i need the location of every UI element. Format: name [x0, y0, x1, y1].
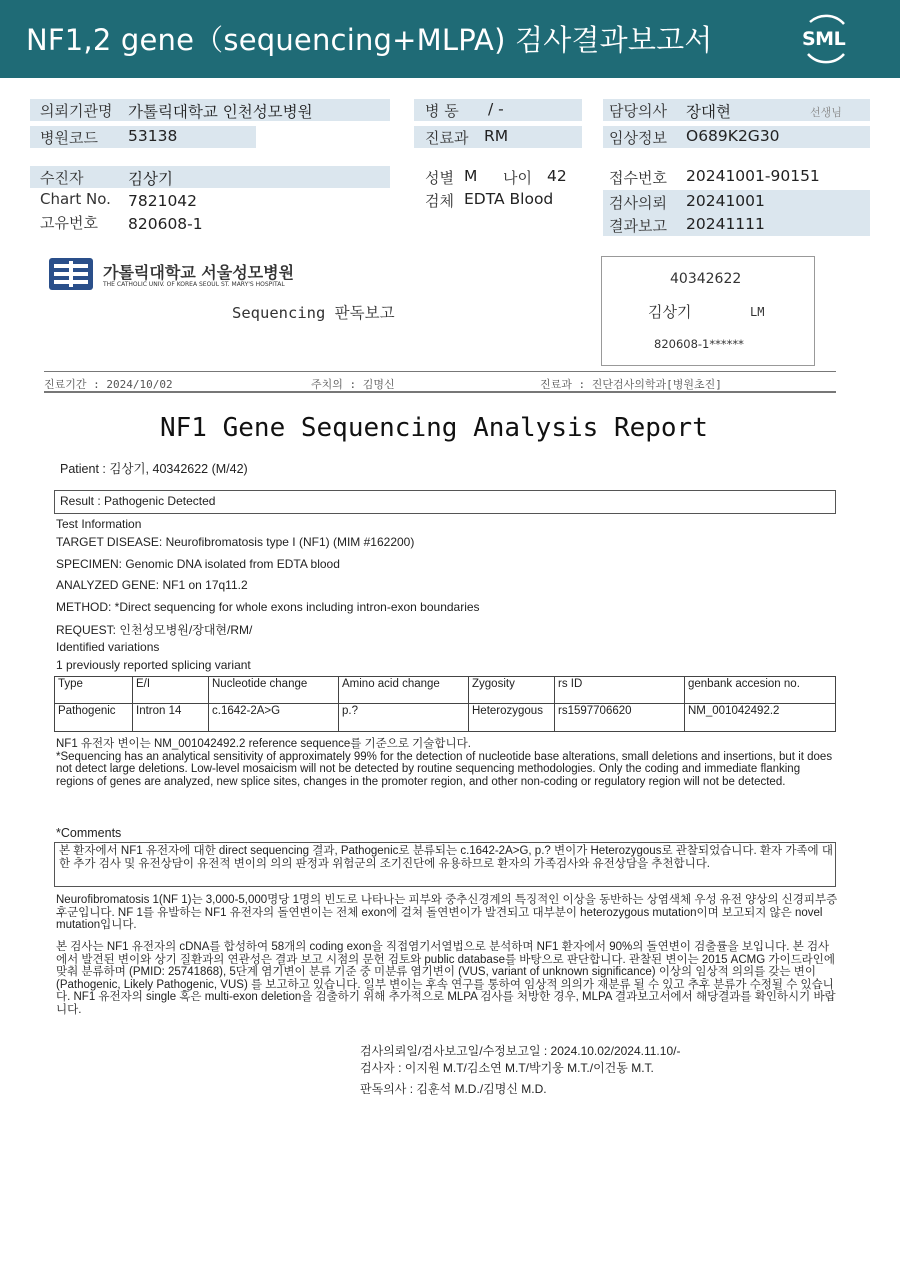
clinical-value: O689K2G30 — [686, 127, 780, 145]
cell-zygosity: Heterozygous — [469, 704, 555, 732]
col-ei: E/I — [133, 677, 209, 704]
test-info-heading: Test Information — [56, 517, 142, 531]
col-rs-id: rs ID — [555, 677, 685, 704]
hospital-name: 가톨릭대학교 서울성모병원 — [103, 263, 295, 282]
divider — [44, 391, 836, 393]
signature-testers: 검사자 : 이지원 M.T/김소연 M.T/박기웅 M.T./이건동 M.T. — [360, 1061, 654, 1075]
signature-dates: 검사의뢰일/검사보고일/수정보고일 : 2024.10.02/2024.11.10/- — [360, 1044, 681, 1058]
dept-value: RM — [484, 127, 509, 145]
patient-bar — [30, 166, 390, 188]
cell-genbank: NM_001042492.2 — [685, 704, 836, 732]
dept-label: 진료과 — [425, 129, 469, 147]
institution-value: 가톨릭대학교 인천성모병원 — [128, 103, 313, 121]
sensitivity-note: *Sequencing has an analytical sensitivity of approximately 99% for the detection of nucleotide base alterations, small deletions and insertions, but it does not detect large deletions. Low-level mosaicism will not be detected by routine sequencing methodologies. Only the coding and immediate flanking regions of genes are analyzed, new splice sites, changes in the promoter region, and other non-coding or regulatory region will not be detected. — [56, 750, 833, 788]
col-nucleotide: Nucleotide change — [209, 677, 339, 704]
age-label: 나이 — [503, 169, 532, 187]
table-row — [55, 704, 836, 732]
specimen-value: EDTA Blood — [464, 190, 554, 208]
specimen-line: SPECIMEN: Genomic DNA isolated from EDTA blood — [56, 557, 340, 571]
target-disease: TARGET DISEASE: Neurofibromatosis type I (NF1) (MIM #162200) — [56, 535, 415, 549]
method-line: METHOD: *Direct sequencing for whole exons including intron-exon boundaries — [56, 600, 480, 614]
method-description: 본 검사는 NF1 유전자의 cDNA를 합성하여 58개의 coding exon을 직접염기서열법으로 분석하며 NF1 환자에서 90%의 돌연변이 검출률을 보입니다. 본 검사에서 발견된 변이와 상기 질환과의 연관성은 결과 보고 시점의 문헌 검토와 public database를 바탕으로 판단합니다. 관찰된 변이는 2015 ACMG 가이드라인에 맞춰 분류하며 (PMID: 25741868), 5단계 염기변이 분류 기준 중 미분류 염기변이 (VUS, variant of unknown significance) 이상의 임상적 의의를 갖는 변이 (Pathogenic, Likely Pathogenic, VUS) 를 보고하고 있습니다. 일부 변이는 후속 연구를 통하여 임상적 의의가 재분류 될 수 있고 추후 분류가 수정될 수 있습니다. NF1 유전자의 single 혹은 multi-exon deletion을 검출하기 위해 추가적으로 MLPA 검사를 처방한 경우, MLPA 결과보고서에서 해당결과를 확인하시기 바랍니다. — [56, 941, 836, 1016]
identified-heading: Identified variations — [56, 640, 160, 654]
cell-amino-acid: p.? — [339, 704, 469, 732]
clinical-label: 임상정보 — [609, 129, 667, 147]
result-line: Result : Pathogenic Detected — [60, 494, 216, 508]
cell-ei: Intron 14 — [133, 704, 209, 732]
physician: 주치의 : 김명신 — [311, 378, 395, 391]
patient-value: 김상기 — [128, 170, 173, 188]
cell-rs-id: rs1597706620 — [555, 704, 685, 732]
hospital-code-label: 병원코드 — [40, 129, 98, 147]
sex-value: M — [464, 167, 478, 185]
analysis-report-title: NF1 Gene Sequencing Analysis Report — [160, 413, 708, 443]
hospital-code-value: 53138 — [128, 127, 178, 145]
ward-label: 병 동 — [425, 102, 459, 120]
analyzed-gene: ANALYZED GENE: NF1 on 17q11.2 — [56, 578, 248, 592]
sequencing-title: Sequencing 판독보고 — [232, 304, 395, 322]
hospital-sub: THE CATHOLIC UNIV. OF KOREA SEOUL ST. MARY'S HOSPITAL — [103, 281, 285, 288]
request-date-value: 20241001 — [686, 192, 765, 210]
hospital-logo — [48, 257, 94, 291]
uid-value: 820608-1 — [128, 215, 203, 233]
request-date-label: 검사의뢰 — [609, 194, 667, 212]
notes — [56, 738, 840, 788]
age-value: 42 — [547, 167, 567, 185]
col-amino-acid: Amino acid change — [339, 677, 469, 704]
department: 진료과 : 진단검사의학과[병원초진] — [540, 378, 722, 391]
comment-text: 본 환자에서 NF1 유전자에 대한 direct sequencing 결과, Pathogenic로 분류되는 c.1642-2A>G, p.? 변이가 Heterozygous로 관찰되었습니다. 환자 가족에 대한 추가 검사 및 유전상담이 유전적 변이의 의의 판정과 위험군의 조기진단에 유용하므로 환자의 가족검사와 유전상담을 추천합니다. — [59, 845, 833, 870]
visit-date: 진료기간 : 2024/10/02 — [44, 378, 173, 391]
cell-type: Pathogenic — [55, 704, 133, 732]
doctor-suffix: 선생님 — [810, 106, 842, 119]
sex-label: 성별 — [425, 169, 454, 187]
report-header — [0, 0, 900, 78]
doctor-label: 담당의사 — [609, 102, 667, 120]
sml-logo: SML — [798, 12, 854, 66]
comments-heading: *Comments — [56, 826, 122, 840]
variant-summary: 1 previously reported splicing variant — [56, 658, 251, 672]
stamp-ssn: 820608-1****** — [654, 337, 744, 351]
patient-line: Patient : 김상기, 40342622 (M/42) — [60, 462, 248, 476]
cell-nucleotide: c.1642-2A>G — [209, 704, 339, 732]
patient-stamp — [601, 256, 815, 366]
col-type: Type — [55, 677, 133, 704]
variants-table — [54, 676, 836, 732]
stamp-name: 김상기 — [648, 303, 692, 321]
stamp-id: 40342622 — [670, 271, 742, 287]
receipt-label: 접수번호 — [609, 169, 667, 187]
request-line: REQUEST: 인천성모병원/장대현/RM/ — [56, 623, 253, 637]
result-date-value: 20241111 — [686, 215, 765, 233]
uid-label: 고유번호 — [40, 214, 98, 232]
receipt-value: 20241001-90151 — [686, 167, 820, 185]
patient-label: 수진자 — [40, 169, 84, 187]
signature-doctors: 판독의사 : 김훈석 M.D./김명신 M.D. — [360, 1082, 547, 1096]
col-zygosity: Zygosity — [469, 677, 555, 704]
divider — [44, 371, 836, 372]
chart-value: 7821042 — [128, 192, 198, 210]
doctor-value: 장대현 — [686, 103, 731, 121]
report-title-banner: NF1,2 gene（sequencing+MLPA) 검사결과보고서 — [26, 23, 713, 57]
result-date-label: 결과보고 — [609, 217, 667, 235]
col-genbank: genbank accesion no. — [685, 677, 836, 704]
ward-value: / - — [488, 100, 504, 118]
chart-label: Chart No. — [40, 190, 111, 208]
nf1-description: Neurofibromatosis 1(NF 1)는 3,000-5,000명당 1명의 빈도로 나타나는 피부와 중추신경계의 특징적인 이상을 동반하는 상염색체 우성 유전 양상의 신경피부증후군입니다. NF 1를 유발하는 NF1 유전자의 돌연변이는 전체 exon에 걸쳐 돌연변이가 발견되고 대부분이 heterozygous mutation이며 보고되지 않은 novel mutation입니다. — [56, 894, 838, 931]
specimen-label: 검체 — [425, 192, 454, 210]
institution-label: 의뢰기관명 — [40, 102, 113, 120]
stamp-dept: LM — [750, 305, 765, 319]
reference-note: NF1 유전자 변이는 NM_001042492.2 reference sequence를 기준으로 기술합니다. — [56, 738, 471, 750]
table-header-row — [55, 677, 836, 704]
